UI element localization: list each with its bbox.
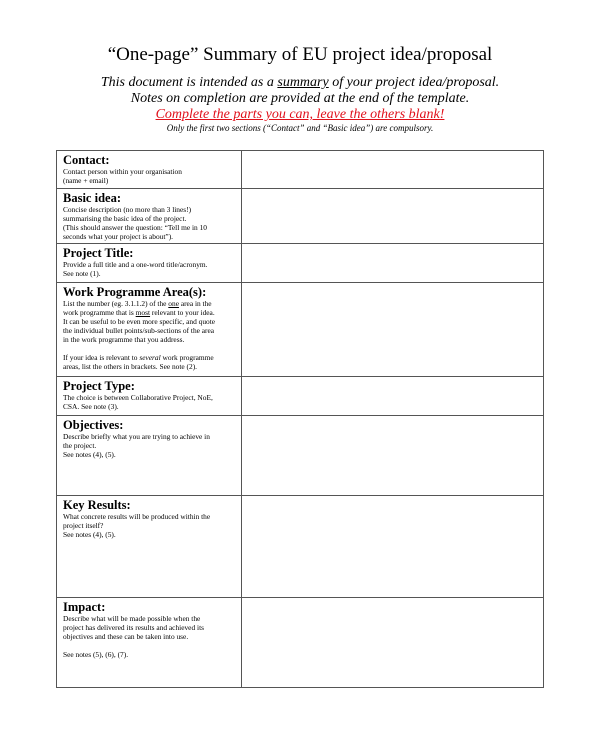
wp-text: If your idea is relevant to (63, 353, 140, 362)
work-programme-desc: in the work programme that you address. (63, 335, 185, 344)
intro-text-end: of your project idea/proposal. (328, 75, 500, 90)
work-programme-desc: the individual bullet points/sub-sections of the area (63, 326, 215, 335)
objectives-input-cell[interactable] (242, 416, 544, 496)
row-project-title (57, 244, 544, 283)
spacer (63, 641, 238, 650)
project-title-desc: Provide a full title and a one-word title/acronym. (63, 260, 208, 269)
contact-desc: (name + email) (63, 176, 109, 185)
impact-desc: project has delivered its results and achieved its (63, 623, 204, 632)
wp-text: work programme that is (63, 308, 136, 317)
basic-idea-label-cell (57, 189, 242, 244)
work-programme-desc (63, 299, 238, 308)
objectives-desc: the project. (63, 441, 97, 450)
intro-line-2: Notes on completion are provided at the end of the template. (130, 91, 470, 106)
instruction-highlight: Complete the parts you can, leave the others blank! (155, 107, 445, 122)
impact-desc: objectives and these can be taken into use. (63, 632, 189, 641)
work-programme-heading: Work Programme Area(s): (63, 285, 207, 299)
project-type-heading: Project Type: (63, 379, 135, 393)
project-title-label-cell (57, 244, 242, 283)
row-key-results (57, 496, 544, 598)
basic-idea-heading: Basic idea: (63, 191, 121, 205)
impact-input-cell[interactable] (242, 598, 544, 688)
wp-text: work programme (160, 353, 214, 362)
spacer (63, 344, 238, 353)
work-programme-label-cell (57, 283, 242, 377)
work-programme-desc (63, 308, 238, 317)
project-type-desc: The choice is between Collaborative Project, NoE, (63, 393, 213, 402)
contact-label-cell (57, 151, 242, 189)
basic-idea-input-cell[interactable] (242, 189, 544, 244)
contact-input-cell[interactable] (242, 151, 544, 189)
summary-word: summary (277, 75, 329, 90)
row-contact (57, 151, 544, 189)
project-type-desc: CSA. See note (3). (63, 402, 119, 411)
project-title-heading: Project Title: (63, 246, 134, 260)
objectives-heading: Objectives: (63, 418, 124, 432)
key-results-desc: What concrete results will be produced within the (63, 512, 211, 521)
impact-desc: Describe what will be made possible when the (63, 614, 201, 623)
wp-text: List the number (eg. 3.1.1.2) of the (63, 299, 169, 308)
key-results-heading: Key Results: (63, 498, 131, 512)
page-title: “One-page” Summary of EU project idea/proposal (107, 44, 493, 65)
wp-emphasis: several (139, 353, 161, 362)
project-type-label-cell (57, 377, 242, 416)
contact-desc: Contact person within your organisation (63, 167, 182, 176)
work-programme-desc: It can be useful to be even more specific, and quote (63, 317, 216, 326)
objectives-label-cell (57, 416, 242, 496)
summary-form-table (56, 150, 544, 688)
contact-heading: Contact: (63, 153, 110, 167)
key-results-desc: project itself? (63, 521, 104, 530)
work-programme-desc (63, 353, 238, 362)
intro-text: This document is intended as a (100, 75, 278, 90)
impact-desc: See notes (5), (6), (7). (63, 650, 129, 659)
impact-label-cell (57, 598, 242, 688)
key-results-input-cell[interactable] (242, 496, 544, 598)
row-objectives (57, 416, 544, 496)
work-programme-input-cell[interactable] (242, 283, 544, 377)
key-results-desc: See notes (4), (5). (63, 530, 116, 539)
basic-idea-desc: summarising the basic idea of the project. (63, 214, 187, 223)
objectives-desc: See notes (4), (5). (63, 450, 116, 459)
project-type-input-cell[interactable] (242, 377, 544, 416)
basic-idea-desc: (This should answer the question: “Tell me in 10 (63, 223, 207, 232)
wp-text: area in the (178, 299, 212, 308)
impact-heading: Impact: (63, 600, 106, 614)
row-impact (57, 598, 544, 688)
row-basic-idea (57, 189, 544, 244)
row-project-type (57, 377, 544, 416)
compulsory-note: Only the first two sections (“Contact” and “Basic idea”) are compulsory. (166, 123, 434, 133)
project-title-desc: See note (1). (63, 269, 101, 278)
row-work-programme (57, 283, 544, 377)
key-results-label-cell (57, 496, 242, 598)
wp-emphasis: most (135, 308, 151, 317)
wp-emphasis: one (168, 299, 179, 308)
objectives-desc: Describe briefly what you are trying to achieve in (63, 432, 210, 441)
basic-idea-desc: Concise description (no more than 3 lines!) (63, 205, 192, 214)
basic-idea-desc: seconds what your project is about”). (63, 232, 174, 241)
work-programme-desc: areas, list the others in brackets. See note (2). (63, 362, 198, 371)
project-title-input-cell[interactable] (242, 244, 544, 283)
intro-line-1 (0, 74, 600, 91)
wp-text: relevant to your idea. (150, 308, 215, 317)
